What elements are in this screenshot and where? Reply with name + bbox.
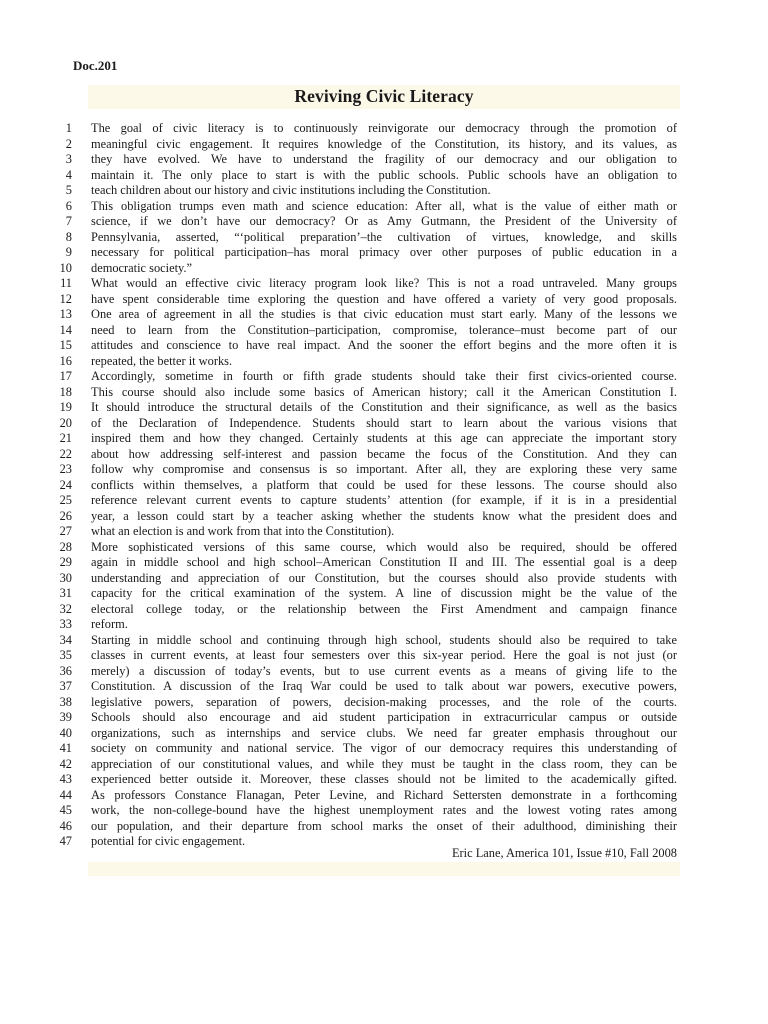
body-line: need to learn from the Constitution–participation, compromise, tolerance–must become part of our xyxy=(91,322,677,337)
body-line: It should introduce the structural details of the Constitution and their significance, as well as the basics xyxy=(91,400,677,414)
footer-highlight xyxy=(88,862,680,876)
body-line: repeated, the better it works. xyxy=(91,353,233,368)
line-number: 18 xyxy=(59,384,72,399)
line-number: 43 xyxy=(59,772,72,786)
body-line: One area of agreement in all the studies is that civic education must start early. Many of the lessons we xyxy=(91,307,677,321)
line-number: 29 xyxy=(59,555,72,569)
body-line: our population, and their departure from school marks the onset of their adulthood, diminishing their xyxy=(91,818,677,833)
body-line: work, the non-college-bound have the highest unemployment rates and the lowest voting rates among xyxy=(91,803,677,817)
body-line: merely) a discussion of today’s events, but to use current events as a means of giving life to the xyxy=(91,663,677,678)
line-number: 2 xyxy=(65,136,72,151)
body-line: society on community and national service. The vigor of our democracy requires this understanding of xyxy=(91,741,677,755)
body-line: Pennsylvania, asserted, “‘political preparation’–the cultivation of virtues, knowledge, and skills xyxy=(91,229,677,244)
document-body xyxy=(91,121,677,850)
line-number: 5 xyxy=(65,183,72,197)
line-number: 38 xyxy=(59,694,72,709)
line-number: 28 xyxy=(59,539,72,554)
body-line: This obligation trumps even math and science education: After all, what is the value of either math or xyxy=(91,198,677,213)
body-line: maintain it. The only place to start is with the public schools. Public schools have an obligation to xyxy=(91,167,677,182)
body-line: Accordingly, sometime in fourth or fifth grade students should take their first civics-oriented course. xyxy=(91,369,677,383)
line-number: 10 xyxy=(59,260,72,275)
body-line: follow why compromise and consensus is so important. After all, they are exploring these very same xyxy=(91,462,677,476)
body-line: democratic society.” xyxy=(91,260,193,275)
line-number: 27 xyxy=(59,524,72,538)
line-number: 26 xyxy=(59,508,72,523)
body-line: appreciation of our constitutional values, and while they must be taught in the class room, they can be xyxy=(91,756,677,771)
line-number: 3 xyxy=(65,152,72,166)
body-line: conflicts within themselves, a platform that could be used for these lessons. The course should also xyxy=(91,477,677,492)
body-line: experienced better outside it. Moreover, these classes should not be limited to the academically gifted. xyxy=(91,772,677,786)
line-number: 11 xyxy=(60,276,72,290)
body-line: This course should also include some basics of American history; call it the American Constitution I. xyxy=(91,384,677,399)
line-number: 21 xyxy=(59,431,72,445)
line-number: 31 xyxy=(59,586,72,600)
line-number: 34 xyxy=(59,632,72,647)
body-line: they have evolved. We have to understand the fragility of our democracy and our obligation to xyxy=(91,152,677,166)
body-line: science, if we don’t have our democracy? Or as Amy Gutmann, the President of the University of xyxy=(91,214,677,228)
line-number: 16 xyxy=(59,353,72,368)
body-line: reference relevant current events to capture students’ attention (for example, if it is in a presidential xyxy=(91,493,677,507)
body-line: attitudes and conscience to have real impact. And the sooner the effort begins and the more often it is xyxy=(91,338,677,352)
document-id: Doc.201 xyxy=(73,58,118,73)
line-number: 39 xyxy=(59,710,72,724)
line-number: 32 xyxy=(59,601,72,616)
body-line: The goal of civic literacy is to continuously reinvigorate our democracy through the promotion of xyxy=(91,121,677,135)
body-line: what an election is and work from that into the Constitution). xyxy=(91,524,395,538)
line-number: 14 xyxy=(59,322,72,337)
line-number: 17 xyxy=(59,369,72,383)
body-line: of the Declaration of Independence. Students should start to learn about the various visions that xyxy=(91,415,677,430)
line-number: 20 xyxy=(59,415,72,430)
line-number: 12 xyxy=(59,291,72,306)
body-line: Schools should also encourage and aid student participation in extracurricular campus or outside xyxy=(91,710,677,724)
line-number: 7 xyxy=(65,214,72,228)
line-number: 30 xyxy=(59,570,72,585)
body-line: about how addressing self-interest and passion became the focus of the Constitution. And they can xyxy=(91,446,677,461)
line-number: 35 xyxy=(59,648,72,662)
line-number: 8 xyxy=(65,229,72,244)
line-number: 46 xyxy=(59,818,72,833)
line-number: 37 xyxy=(59,679,72,693)
citation: Eric Lane, America 101, Issue #10, Fall 2008 xyxy=(451,846,677,860)
line-number: 41 xyxy=(59,741,72,755)
document-title: Reviving Civic Literacy xyxy=(294,86,474,106)
body-line: More sophisticated versions of this same course, which would also be required, should be offered xyxy=(91,539,677,554)
body-line: inspired them and how they changed. Certainly students at this age can appreciate the important story xyxy=(91,431,677,445)
body-line: meaningful civic engagement. It requires knowledge of the Constitution, its history, and its values, as xyxy=(91,136,677,151)
body-line: reform. xyxy=(91,617,128,631)
line-number-column xyxy=(46,121,72,850)
line-number: 47 xyxy=(59,834,72,848)
body-line: understanding and appreciation of our Constitution, but the courses should also provide students with xyxy=(91,570,677,585)
body-line: classes in current events, at least four semesters over this six-year period. Here the goal is not just (or xyxy=(91,648,677,662)
line-number: 33 xyxy=(59,617,72,631)
body-line: teach children about our history and civic institutions including the Constitution. xyxy=(91,183,491,197)
body-line: Constitution. A discussion of the Iraq War could be used to talk about war powers, executive powers, xyxy=(91,679,677,693)
line-number: 44 xyxy=(59,787,72,802)
body-line: necessary for political participation–has moral primacy over other purposes of public education in a xyxy=(91,245,677,259)
line-number: 1 xyxy=(65,121,72,135)
body-line: organizations, such as internships and service clubs. We need far greater emphasis throughout our xyxy=(91,725,677,740)
body-line: have spent considerable time exploring the question and have offered a variety of very good proposals. xyxy=(91,291,677,306)
body-line: As professors Constance Flanagan, Peter Levine, and Richard Settersten demonstrate in a forthcoming xyxy=(91,787,677,802)
line-number: 9 xyxy=(65,245,72,259)
line-number: 42 xyxy=(59,756,72,771)
body-line: electoral college today, or the relationship between the First Amendment and campaign finance xyxy=(91,601,677,616)
line-number: 45 xyxy=(59,803,72,817)
body-line: capacity for the critical examination of the system. A line of discussion might be the value of the xyxy=(91,586,677,600)
line-number: 22 xyxy=(59,446,72,461)
line-number: 25 xyxy=(59,493,72,507)
line-number: 6 xyxy=(65,198,72,213)
line-number: 15 xyxy=(59,338,72,352)
body-line: What would an effective civic literacy program look like? This is not a road untraveled. Many groups xyxy=(91,276,677,290)
line-number: 40 xyxy=(59,725,72,740)
line-number: 19 xyxy=(59,400,72,414)
body-line: legislative powers, separation of powers, decision-making processes, and the role of the courts. xyxy=(91,694,677,709)
body-line: Starting in middle school and continuing through high school, students should also be required to take xyxy=(91,632,677,647)
line-number: 23 xyxy=(59,462,72,476)
line-number: 36 xyxy=(59,663,72,678)
body-line: year, a lesson could start by a teacher asking whether the students know what the president does and xyxy=(91,508,677,523)
body-line: again in middle school and high school–American Constitution II and III. The essential goal is a deep xyxy=(91,555,677,569)
body-line: potential for civic engagement. xyxy=(91,834,246,848)
line-number: 24 xyxy=(59,477,72,492)
line-number: 4 xyxy=(65,167,72,182)
line-number: 13 xyxy=(59,307,72,321)
